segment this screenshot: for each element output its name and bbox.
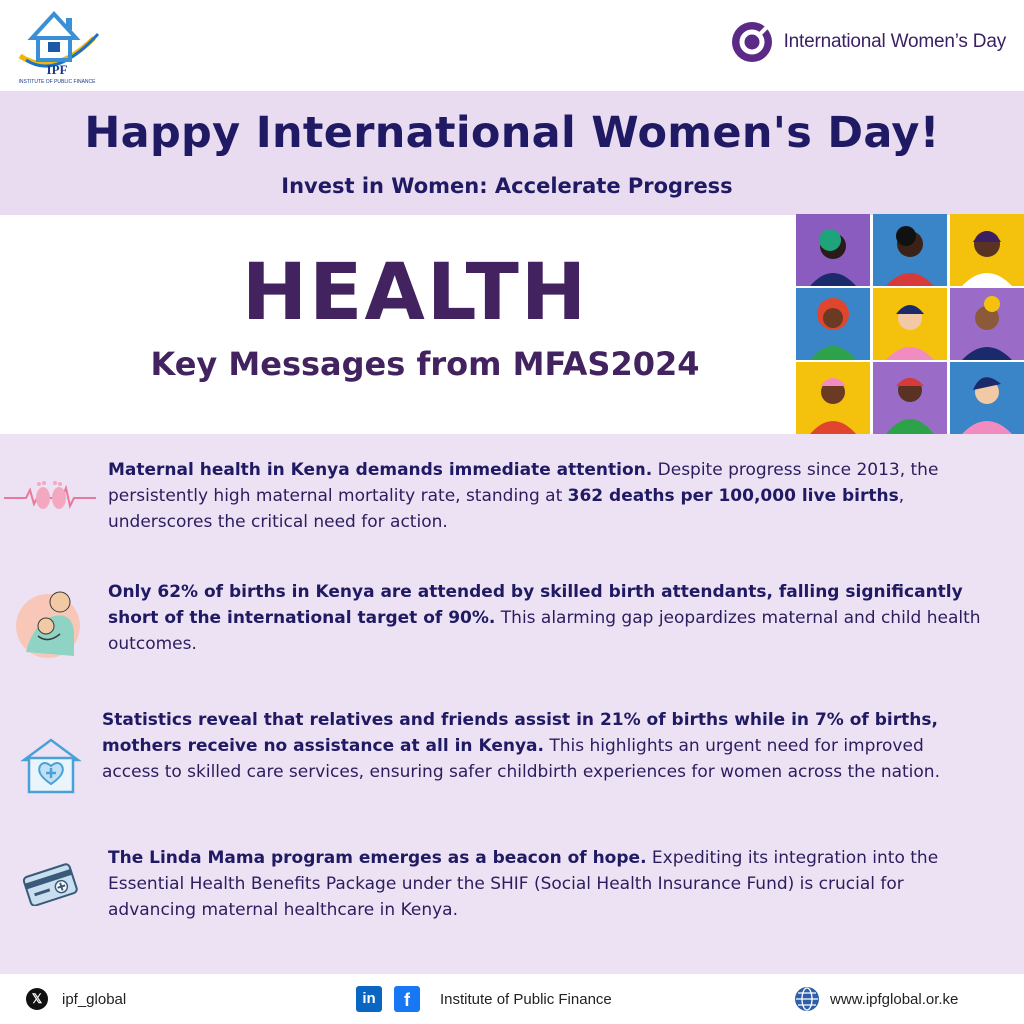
message-4-text: Expediting its integration into the Essential Health Benefits Package under the SHIF (Social Health Insurance Fund) is crucial for advancing maternal healthcare in Kenya. [108,848,939,920]
message-2-lead: Only 62% of births in Kenya are attended by skilled birth attendants, falling significantly short of the international target of 90%. [108,582,963,628]
message-1 [108,457,988,535]
key-messages-heading: Key Messages from MFAS2024 [150,345,700,383]
portrait-tile [873,362,947,434]
women-portrait-grid [796,214,1024,434]
portrait-tile [950,214,1024,286]
facebook-icon[interactable]: f [394,986,420,1012]
venus-symbol-icon [730,20,774,64]
portrait-tile [950,362,1024,434]
message-2 [108,579,998,657]
linkedin-icon[interactable]: in [356,986,382,1012]
iwd-logo [730,22,1006,62]
website-link[interactable]: www.ipfglobal.or.ke [830,991,959,1008]
message-4-lead: The Linda Mama program emerges as a beacon of hope. [108,848,647,868]
message-1-lead: Maternal health in Kenya demands immediate attention. [108,460,653,480]
health-home-icon [20,736,82,796]
ipf-logo [14,8,100,90]
page-subtitle: Invest in Women: Accelerate Progress [281,174,733,198]
x-logo-icon[interactable]: 𝕏 [26,988,48,1010]
x-handle[interactable]: ipf_global [62,991,127,1008]
ipf-logo-text: IPF [46,62,68,77]
message-3-text: This highlights an urgent need for improved access to skilled care services, ensuring safer childbirth experiences for women across the nation. [102,736,940,782]
ipf-logo-subtext: INSTITUTE OF PUBLIC FINANCE [18,79,96,85]
portrait-tile [873,288,947,360]
health-heading: HEALTH [241,248,589,338]
insurance-card-icon [22,862,78,906]
message-1-text-end: , underscores the critical need for action. [108,486,905,532]
message-3-lead: Statistics reveal that relatives and friends assist in 21% of births while in 7% of births, mothers receive no assistance at all in Kenya. [102,710,938,756]
portrait-tile [796,288,870,360]
portrait-tile [873,214,947,286]
message-1-stat: 362 deaths per 100,000 live births [567,486,899,506]
globe-icon [794,986,820,1012]
message-4 [108,845,978,923]
portrait-tile [796,362,870,434]
message-2-text: This alarming gap jeopardizes maternal and child health outcomes. [108,608,981,654]
portrait-tile [796,214,870,286]
org-name: Institute of Public Finance [440,991,612,1008]
mother-child-icon [14,582,88,662]
message-1-text: Despite progress since 2013, the persistently high maternal mortality rate, standing at [108,460,939,506]
message-3 [102,707,982,785]
iwd-label: International Women’s Day [783,31,1006,52]
portrait-tile [950,288,1024,360]
baby-feet-heartbeat-icon [4,474,96,520]
page-title: Happy International Women's Day! [84,108,940,158]
